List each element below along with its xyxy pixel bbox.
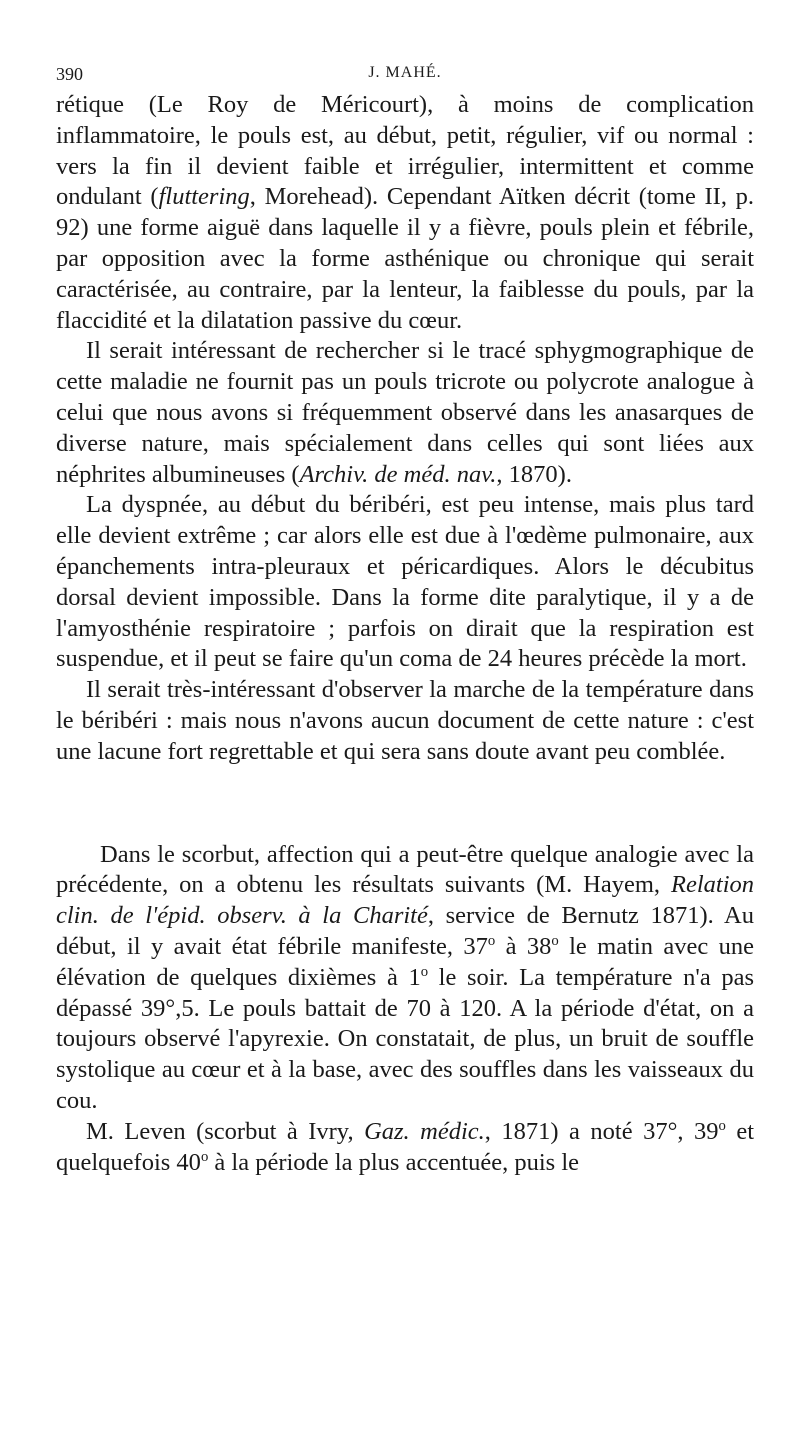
section-beriberi [56,90,754,768]
section-scurvy [56,840,754,1179]
page-number: 390 [56,64,83,84]
degree-sign: o [487,932,496,949]
paragraph-scurvy-hayem: Dans le scorbut, affection qui a peut-être quelque analogie avec la précédente, on a obtenu les résultats suivants (M. Hayem, Relation clin. de l'épid. observ. à la Charité, service de Bernutz 1871). Au début, il y avait état fébrile manifeste, 37$^o$ à 38$^o$ le matin avec une élévation de quelques dixièmes à 1$^o$ le soir. La température n'a pas dépassé 39°,5. Le pouls battait de 70 à 120. A la période d'état, on a toujours observé l'apyrexie. On constatait, de plus, un bruit de souffle systolique au cœur et à la base, avec des souffles dans les vaisseaux du cou. [56,840,755,1114]
paragraph-temperature: Il serait très-intéressant d'observer la marche de la température dans le béribéri : mais nous n'avons aucun document de cette nature : c'est une lacune fort regrettable et qui sera sans doute avant peu comblée. [56,676,754,765]
paragraph-dyspnea: La dyspnée, au début du béribéri, est peu intense, mais plus tard elle devient extrême ; car alors elle est due à l'œdème pulmonaire, aux épanchements intra-pleuraux et péricardiques. Alors le décubitus dorsal devient impossible. Dans la forme dite paralytique, il y a de l'amyosthénie respiratoire ; parfois on dirait que la respiration est suspendue, et il peut se faire qu'un coma de 24 heures précède la mort. [56,491,754,673]
italic-citation: Gaz. médic. [364,1117,485,1145]
italic-term: fluttering [158,183,250,211]
italic-citation: Relation clin. de l'épid. observ. à la Charité [56,871,754,930]
paragraph-sphygmograph: Il serait intéressant de rechercher si le tracé sphygmographique de cette maladie ne fournit pas un pouls tricrote ou polycrote analogue à celui que nous avons si fréquemment observé dans les anasarques de diverse nature, mais spécialement dans celles qui sont liées aux néphrites albumineuses (Archiv. de méd. nav., 1870). [56,337,754,488]
running-title: J. MAHÉ. [368,64,442,81]
italic-citation: Archiv. de méd. nav. [299,460,497,488]
paragraph-scurvy-leven: M. Leven (scorbut à Ivry, Gaz. médic., 1871) a noté 37°, 39$^o$ et quelquefois 40$^o$ à la période la plus accentuée, puis le [56,1117,754,1176]
degree-sign: o [551,932,559,949]
degree-sign: o [718,1117,726,1134]
paragraph-pulse: rétique (Le Roy de Méricourt), à moins de complication inflammatoire, le pouls est, au début, petit, régulier, vif ou normal : vers la fin il devient faible et irrégulier, intermittent et comme ondulant (fluttering, Morehead). Cependant Aïtken décrit (tome II, p. 92) une forme aiguë dans laquelle il y a fièvre, pouls plein et fébrile, par opposition avec la forme asthénique ou chronique qui serait caractérisée, au contraire, par la lenteur, la faiblesse du pouls, par la flaccidité et la dilatation passive du cœur. [56,91,755,334]
book-page [56,60,754,1178]
running-head [56,60,754,90]
degree-sign: o [420,963,429,980]
degree-sign: o [200,1148,209,1165]
